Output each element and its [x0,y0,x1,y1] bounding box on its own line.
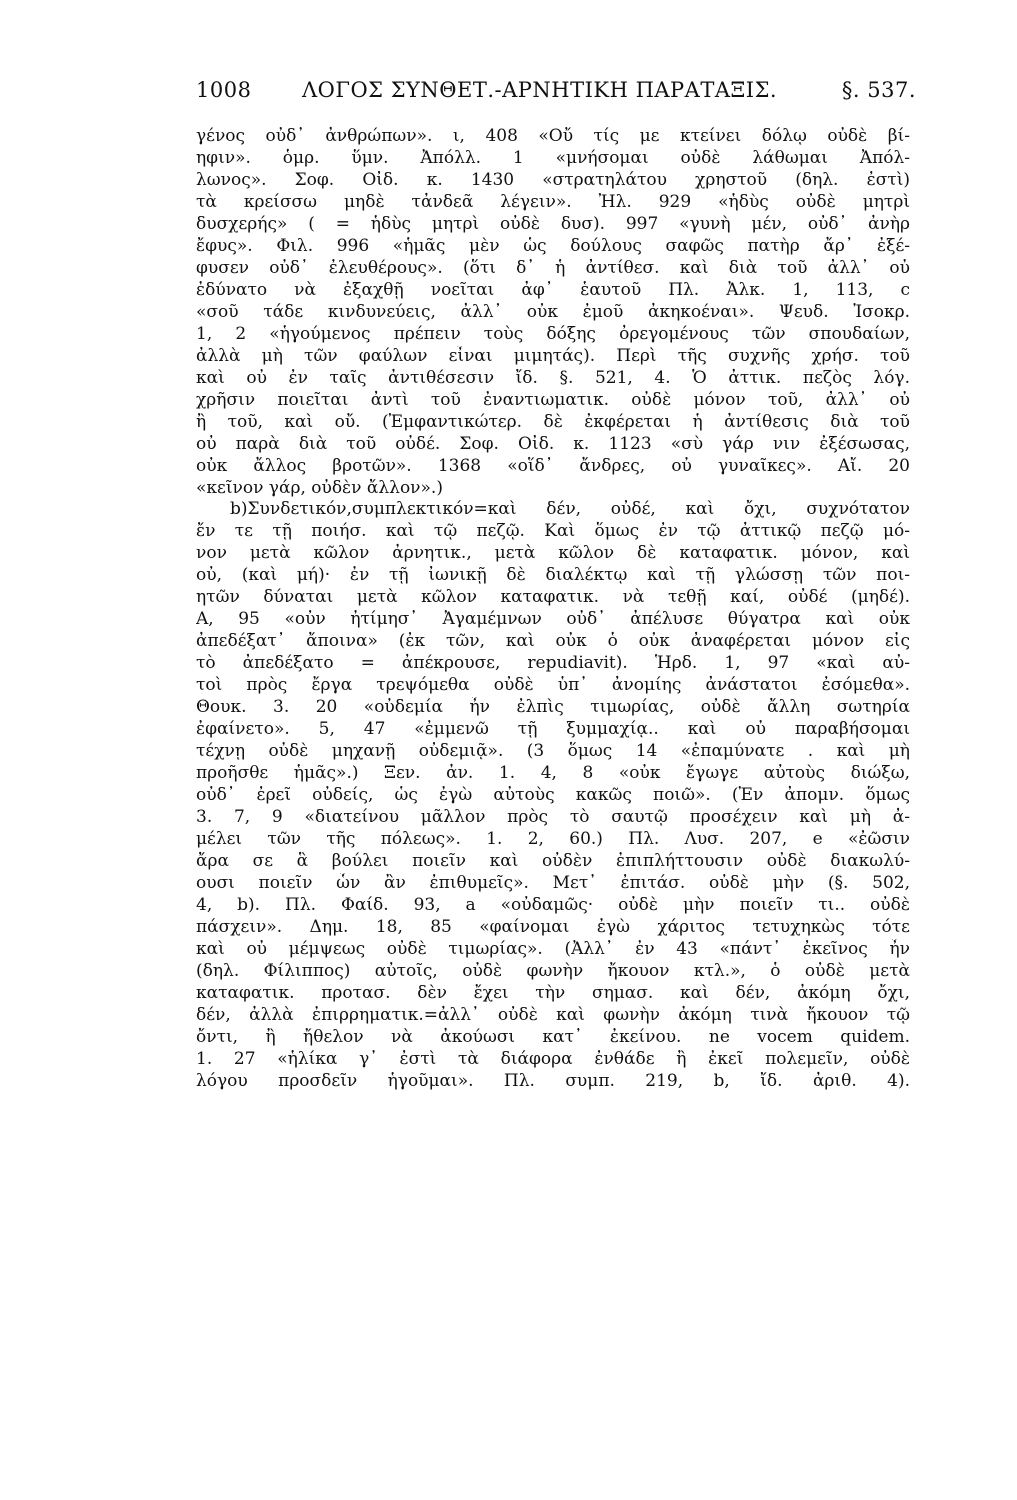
text-line: προῆσθε ἡμᾶς».) Ξεν. ἀν. 1. 4, 8 «οὐκ ἔγωγε αὐτοὺς διώξω, [196,763,910,784]
text-line: 4, b). Πλ. Φαίδ. 93, a «οὐδαμῶς· οὐδὲ μὴν ποιεῖν τι.. οὐδὲ [196,894,910,915]
text-line: τὸ ἀπεδέξατο = ἀπέκρουσε, repudiavit). Ἡρδ. 1, 97 «καὶ αὐ- [196,653,910,674]
text-line: λωνος». Σοφ. Οἰδ. κ. 1430 «στρατηλάτου χρηστοῦ (δηλ. ἐστὶ) [196,169,910,190]
text-line: ἄρα σε ἃ βούλει ποιεῖν καὶ οὐδὲν ἐπιπλήττουσιν οὐδὲ διακωλύ- [196,850,910,871]
text-line: ηφιν». ὁμρ. ὕμν. Ἀπόλλ. 1 «μνήσομαι οὐδὲ λάθωμαι Ἀπόλ- [196,147,910,168]
text-line: ουσι ποιεῖν ὧν ἂν ἐπιθυμεῖς». Μετ᾽ ἐπιτάσ. οὐδὲ μὴν (§. 502, [196,872,910,893]
text-line: δυσχερής» ( = ἡδὺς μητρὶ οὐδὲ δυσ). 997 «γυνὴ μέν, οὐδ᾽ ἀνὴρ [196,213,910,234]
text-line: οὐ, (καὶ μή)· ἐν τῇ ἰωνικῇ δὲ διαλέκτῳ καὶ τῇ γλώσσῃ τῶν ποι- [196,565,910,586]
text-line: 3. 7, 9 «διατείνου μᾶλλον πρὸς τὸ σαυτῷ προσέχειν καὶ μὴ ἀ- [196,807,910,828]
text-line: Α, 95 «οὐν ἠτίμησ᾽ Ἀγαμέμνων οὐδ᾽ ἀπέλυσε θύγατρα καὶ οὐκ [196,609,910,630]
text-line [196,1093,910,1115]
text-line: ἔφυς». Φιλ. 996 «ἡμᾶς μὲν ὡς δούλους σαφῶς πατὴρ ἄρ᾽ ἐξέ- [196,235,910,256]
text-line: b)Συνδετικόν,συμπλεκτικόν=καὶ δέν, οὐδέ, καὶ ὄχι, συχνότατον [230,499,910,520]
section-number: §. 537. [841,78,916,102]
text-line: 1, 2 «ἡγούμενος πρέπειν τοὺς δόξης ὀρεγομένους τῶν σπουδαίων, [196,323,910,344]
running-title: ΛΟΓΟΣ ΣΥΝΘΕΤ.-ΑΡΝΗΤΙΚΗ ΠΑΡΑΤΑΞΙΣ. [302,78,778,102]
page-number: 1008 [196,78,252,102]
text-line: γένος οὐδ᾽ ἀνθρώπων». ι, 408 «Οὔ τίς με κτείνει δόλῳ οὐδὲ βί- [196,126,910,146]
text-line: οὐ παρὰ διὰ τοῦ οὐδέ. Σοφ. Οἰδ. κ. 1123 «σὺ γάρ νιν ἐξέσωσας, [196,433,910,454]
text-line: ἐδύνατο νὰ ἐξαχθῇ νοεῖται ἀφ᾽ ἑαυτοῦ Πλ. Ἀλκ. 1, 113, c [196,279,910,300]
text-line: νον μετὰ κῶλον ἀρνητικ., μετὰ κῶλον δὲ καταφατικ. μόνον, καὶ [196,543,910,564]
text-line: οὐκ ἄλλος βροτῶν». 1368 «οἵδ᾽ ἄνδρες, οὐ γυναῖκες». Αἴ. 20 [196,455,910,476]
text-line: ἀλλὰ μὴ τῶν φαύλων εἶναι μιμητάς). Περὶ τῆς συχνῆς χρήσ. τοῦ [196,345,910,366]
text-line: «σοῦ τάδε κινδυνεύεις, ἀλλ᾽ οὐκ ἐμοῦ ἀκηκοέναι». Ψευδ. Ἰσοκρ. [196,301,910,322]
page-body-text [196,126,910,1115]
text-line: «κεῖνον γάρ, οὐδὲν ἄλλον».) [196,477,443,498]
text-line: ἔν τε τῇ ποιήσ. καὶ τῷ πεζῷ. Καὶ ὅμως ἐν τῷ ἀττικῷ πεζῷ μό- [196,521,910,542]
text-line: οὐδ᾽ ἐρεῖ οὐδείς, ὡς ἐγὼ αὐτοὺς κακῶς ποιῶ». (Ἐν ἀπομν. ὅμως [196,785,910,806]
text-line: τέχνῃ οὐδὲ μηχανῇ οὐδεμιᾷ». (3 ὅμως 14 «ἐπαμύνατε . καὶ μὴ [196,741,910,762]
text-line: δέν, ἀλλὰ ἐπιρρηματικ.=ἀλλ᾽ οὐδὲ καὶ φωνὴν ἀκόμη τινὰ ἤκουον τῷ [196,1004,910,1025]
text-line: 1. 27 «ἡλίκα γ᾽ ἐστὶ τὰ διάφορα ἐνθάδε ἢ ἐκεῖ πολεμεῖν, οὐδὲ [196,1048,910,1069]
text-line: ἐφαίνετο». 5, 47 «ἐμμενῶ τῇ ξυμμαχίᾳ.. καὶ οὐ παραβήσομαι [196,719,910,740]
text-line: χρῆσιν ποιεῖται ἀντὶ τοῦ ἐναντιωματικ. οὐδὲ μόνον τοῦ, ἀλλ᾽ οὐ [196,389,910,410]
text-line: πάσχειν». Δημ. 18, 85 «φαίνομαι ἐγὼ χάριτος τετυχηκὼς τότε [196,916,910,937]
text-line: ἢ τοῦ, καὶ οὔ. (Ἐμφαντικώτερ. δὲ ἐκφέρεται ἡ ἀντίθεσις διὰ τοῦ [196,411,910,432]
text-line: ἀπεδέξατ᾽ ἄποινα» (ἐκ τῶν, καὶ οὐκ ὁ οὐκ ἀναφέρεται μόνον εἰς [196,631,910,652]
text-line: μέλει τῶν τῆς πόλεως». 1. 2, 60.) Πλ. Λυσ. 207, e «ἐῶσιν [196,829,910,849]
text-line: καὶ οὐ ἐν ταῖς ἀντιθέσεσιν ἴδ. §. 521, 4. Ὁ ἀττικ. πεζὸς λόγ. [196,367,910,388]
text-line: τοὶ πρὸς ἔργα τρεψόμεθα οὐδὲ ὑπ᾽ ἀνομίης ἀνάστατοι ἐσόμεθα». [196,675,910,696]
running-header [196,78,916,114]
text-line: (δηλ. Φίλιππος) αὐτοῖς, οὐδὲ φωνὴν ἤκουον κτλ.», ὁ οὐδὲ μετὰ [196,960,910,981]
text-line: ὄντι, ἢ ἤθελον νὰ ἀκούωσι κατ᾽ ἐκείνου. ne vocem quidem. [196,1026,910,1047]
text-line: φυσεν οὐδ᾽ ἐλευθέρους». (ὅτι δ᾽ ἡ ἀντίθεσ. καὶ διὰ τοῦ ἀλλ᾽ οὐ [196,257,910,278]
text-line: λόγου προσδεῖν ἡγοῦμαι». Πλ. συμπ. 219, b, ἴδ. ἀριθ. 4). [196,1070,910,1091]
text-line: καταφατικ. προτασ. δὲν ἔχει τὴν σημασ. καὶ δέν, ἀκόμη ὄχι, [196,982,910,1003]
text-line: καὶ οὐ μέμψεως οὐδὲ τιμωρίας». (Ἀλλ᾽ ἐν 43 «πάντ᾽ ἐκεῖνος ἦν [196,938,910,959]
text-line: τὰ κρείσσω μηδὲ τἀνδεᾶ λέγειν». Ἠλ. 929 «ἡδὺς οὐδὲ μητρὶ [196,191,910,212]
text-line: ητῶν δύναται μετὰ κῶλον καταφατικ. νὰ τεθῇ καί, οὐδέ (μηδέ). [196,587,910,608]
text-line: Θουκ. 3. 20 «οὐδεμία ἦν ἐλπὶς τιμωρίας, οὐδὲ ἄλλη σωτηρία [196,697,910,718]
